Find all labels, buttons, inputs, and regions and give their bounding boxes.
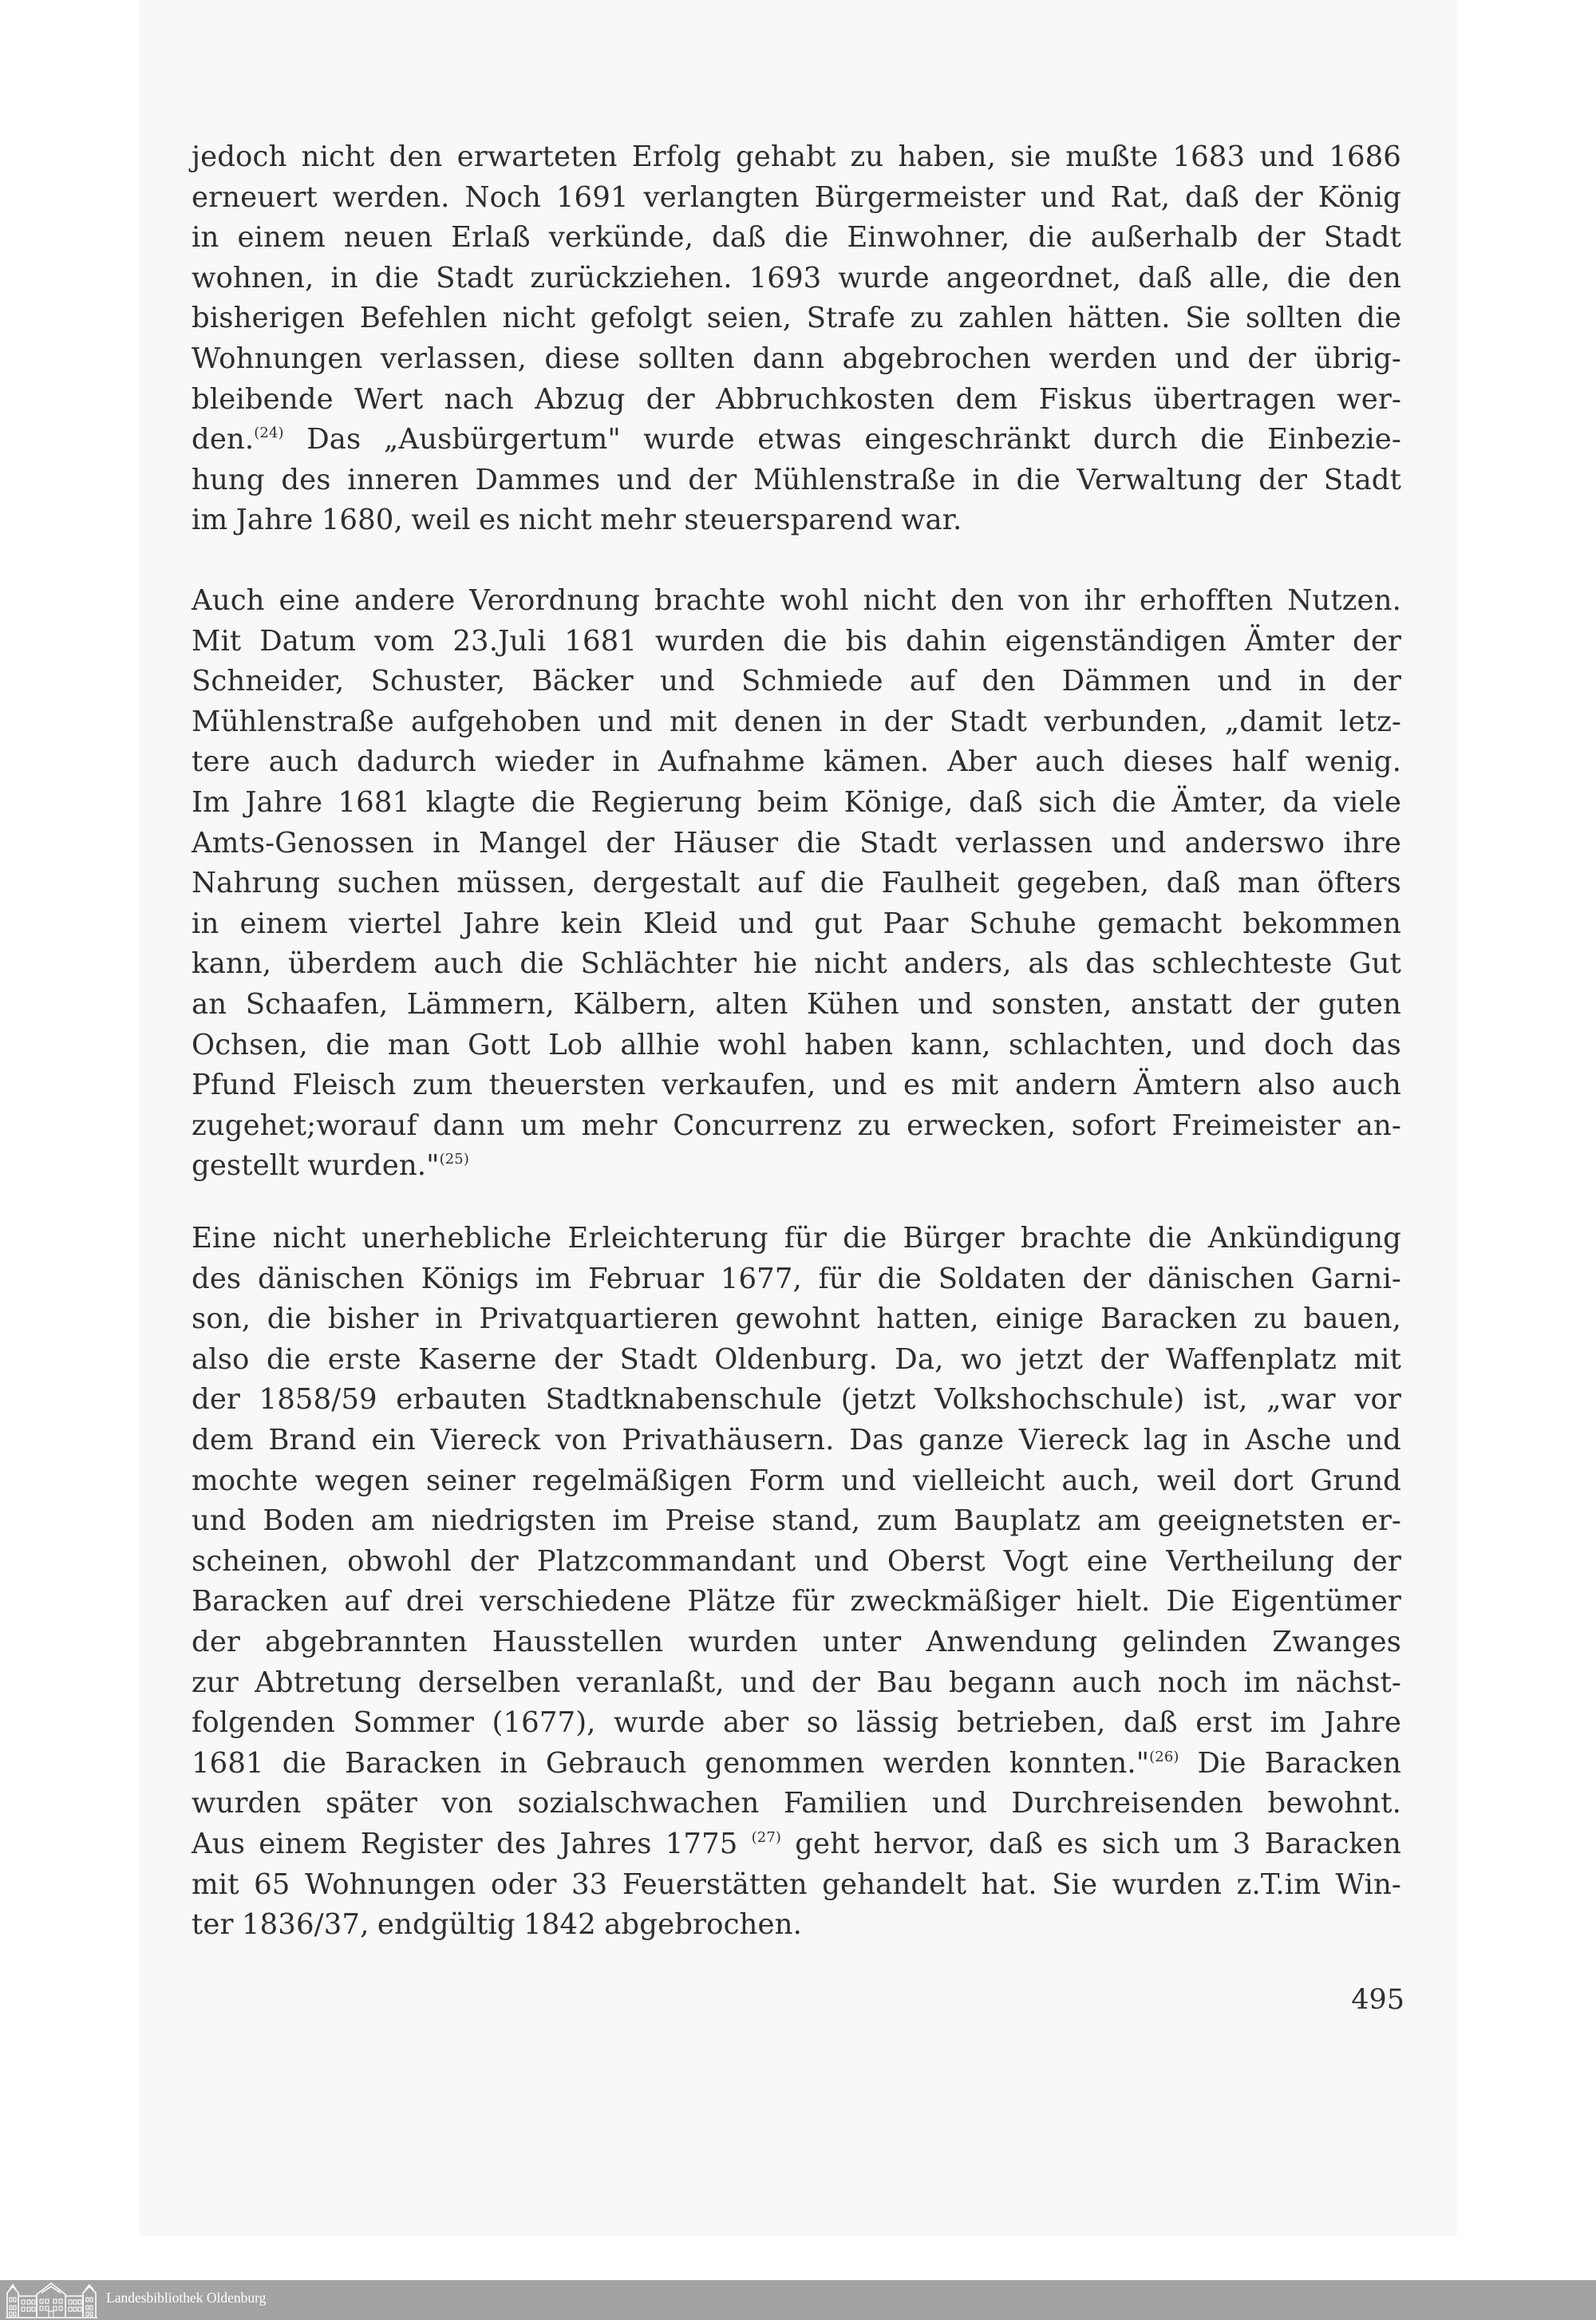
text-line: wohnen, in die Stadt zurückziehen. 1693 wurde angeordnet, daß alle, die den bbox=[192, 261, 1401, 294]
line-text: gestellt wurden." bbox=[192, 1149, 440, 1183]
library-building-icon bbox=[5, 2282, 98, 2318]
text-line: Mühlenstraße aufgehoben und mit denen in der Stadt verbunden, „damit letz- bbox=[192, 705, 1401, 738]
text-line bbox=[192, 1146, 1401, 1187]
text-line: Mit Datum vom 23.Juli 1681 wurden die bis dahin eigenständigen Ämter der bbox=[192, 624, 1401, 658]
text-line: in einem viertel Jahre kein Kleid und gut Paar Schuhe gemacht bekommen bbox=[192, 907, 1401, 940]
paragraph-3 bbox=[192, 1219, 1401, 1946]
text-line: Nahrung suchen müssen, dergestalt auf die Faulheit gegeben, daß man öfters bbox=[192, 867, 1401, 900]
text-line: mit 65 Wohnungen oder 33 Feuerstätten gehandelt hat. Sie wurden z.T.im Win- bbox=[192, 1867, 1401, 1901]
text-line bbox=[192, 1824, 1401, 1865]
text-line: dem Brand ein Viereck von Privathäusern. Das ganze Viereck lag in Asche und bbox=[192, 1423, 1401, 1456]
library-name: Landesbibliothek Oldenburg bbox=[106, 2290, 267, 2306]
footnote-reference[interactable]: (26) bbox=[1149, 1748, 1179, 1765]
text-line: Im Jahre 1681 klagte die Regierung beim Könige, daß sich die Ämter, da viele bbox=[192, 785, 1401, 819]
text-line: folgenden Sommer (1677), wurde aber so lässig betrieben, daß erst im Jahre bbox=[192, 1706, 1401, 1740]
text-line: Wohnungen verlassen, diese sollten dann abgebrochen werden und der übrig- bbox=[192, 342, 1401, 375]
text-line: Amts-Genossen in Mangel der Häuser die Stadt verlassen und anderswo ihre bbox=[192, 826, 1401, 860]
footnote-reference[interactable]: (27) bbox=[751, 1828, 782, 1846]
text-line: kann, überdem auch die Schlächter hie nicht anders, als das schlechteste Gut bbox=[192, 947, 1401, 981]
text-line: tere auch dadurch wieder in Aufnahme kämen. Aber auch dieses half wenig. bbox=[192, 745, 1401, 779]
text-line: son, die bisher in Privatquartieren gewohnt hatten, einige Baracken zu bauen, bbox=[192, 1302, 1401, 1336]
text-line: im Jahre 1680, weil es nicht mehr steuersparend war. bbox=[192, 504, 962, 537]
paragraph-1 bbox=[192, 137, 1401, 541]
text-line: Auch eine andere Verordnung brachte wohl nicht den von ihr erhofften Nutzen. bbox=[192, 584, 1401, 617]
text-line: der abgebrannten Hausstellen wurden unter Anwendung gelinden Zwanges bbox=[192, 1625, 1401, 1658]
line-text: Aus einem Register des Jahres 1775 bbox=[192, 1827, 752, 1860]
line-text: 1681 die Baracken in Gebrauch genommen werden konnten." bbox=[192, 1746, 1150, 1780]
text-line: ter 1836/37, endgültig 1842 abgebrochen. bbox=[192, 1908, 802, 1942]
text-line: mochte wegen seiner regelmäßigen Form und vielleicht auch, weil dort Grund bbox=[192, 1464, 1401, 1497]
text-line: erneuert werden. Noch 1691 verlangten Bürgermeister und Rat, daß der König bbox=[192, 180, 1401, 214]
text-line: jedoch nicht den erwarteten Erfolg gehabt zu haben, sie mußte 1683 und 1686 bbox=[192, 140, 1401, 173]
text-line: und Boden am niedrigsten im Preise stand, zum Bauplatz am geeignetsten er- bbox=[192, 1504, 1401, 1538]
text-line: zugehet;worauf dann um mehr Concurrenz zu erwecken, sofort Freimeister an- bbox=[192, 1109, 1401, 1142]
footer-band bbox=[0, 2280, 1596, 2320]
line-text: den. bbox=[192, 423, 255, 456]
text-line: zur Abtretung derselben veranlaßt, und der Bau begann auch noch im nächst- bbox=[192, 1666, 1401, 1699]
text-line: Eine nicht unerhebliche Erleichterung für die Bürger brachte die Ankündigung bbox=[192, 1222, 1401, 1255]
line-text: Die Baracken bbox=[1179, 1746, 1401, 1780]
text-line: in einem neuen Erlaß verkünde, daß die Einwohner, die außerhalb der Stadt bbox=[192, 221, 1401, 255]
text-line: der 1858/59 erbauten Stadtknabenschule (jetzt Volkshochschule) ist, „war vor bbox=[192, 1383, 1401, 1417]
text-line: Pfund Fleisch zum theuersten verkaufen, und es mit andern Ämtern also auch bbox=[192, 1069, 1401, 1102]
text-line: hung des inneren Dammes und der Mühlenstraße in die Verwaltung der Stadt bbox=[192, 463, 1401, 496]
text-line: wurden später von sozialschwachen Familien und Durchreisenden bewohnt. bbox=[192, 1787, 1401, 1820]
text-line: bisherigen Befehlen nicht gefolgt seien, Strafe zu zahlen hätten. Sie sollten die bbox=[192, 302, 1401, 335]
text-line: also die erste Kaserne der Stadt Oldenburg. Da, wo jetzt der Waffenplatz mit bbox=[192, 1342, 1401, 1376]
text-line: scheinen, obwohl der Platzcommandant und Oberst Vogt eine Vertheilung der bbox=[192, 1544, 1401, 1578]
footnote-reference[interactable]: (25) bbox=[439, 1151, 469, 1168]
text-line: des dänischen Königs im Februar 1677, für die Soldaten der dänischen Garni- bbox=[192, 1262, 1401, 1295]
text-line: an Schaafen, Lämmern, Kälbern, alten Kühen und sonsten, anstatt der guten bbox=[192, 987, 1401, 1021]
page-number: 495 bbox=[1351, 1984, 1404, 2016]
text-line bbox=[192, 420, 1401, 460]
text-line: bleibende Wert nach Abzug der Abbruchkosten dem Fiskus übertragen wer- bbox=[192, 382, 1401, 416]
text-line: Schneider, Schuster, Bäcker und Schmiede auf den Dämmen und in der bbox=[192, 665, 1401, 698]
line-text: Das „Ausbürgertum" wurde etwas eingeschränkt durch die Einbezie- bbox=[283, 423, 1401, 456]
footnote-reference[interactable]: (24) bbox=[254, 425, 284, 442]
text-line bbox=[192, 1744, 1401, 1784]
text-line: Baracken auf drei verschiedene Plätze für zweckmäßiger hielt. Die Eigentümer bbox=[192, 1585, 1401, 1618]
paragraph-2 bbox=[192, 581, 1401, 1187]
text-line: Ochsen, die man Gott Lob allhie wohl haben kann, schlachten, und doch das bbox=[192, 1028, 1401, 1061]
line-text: geht hervor, daß es sich um 3 Baracken bbox=[781, 1827, 1401, 1860]
